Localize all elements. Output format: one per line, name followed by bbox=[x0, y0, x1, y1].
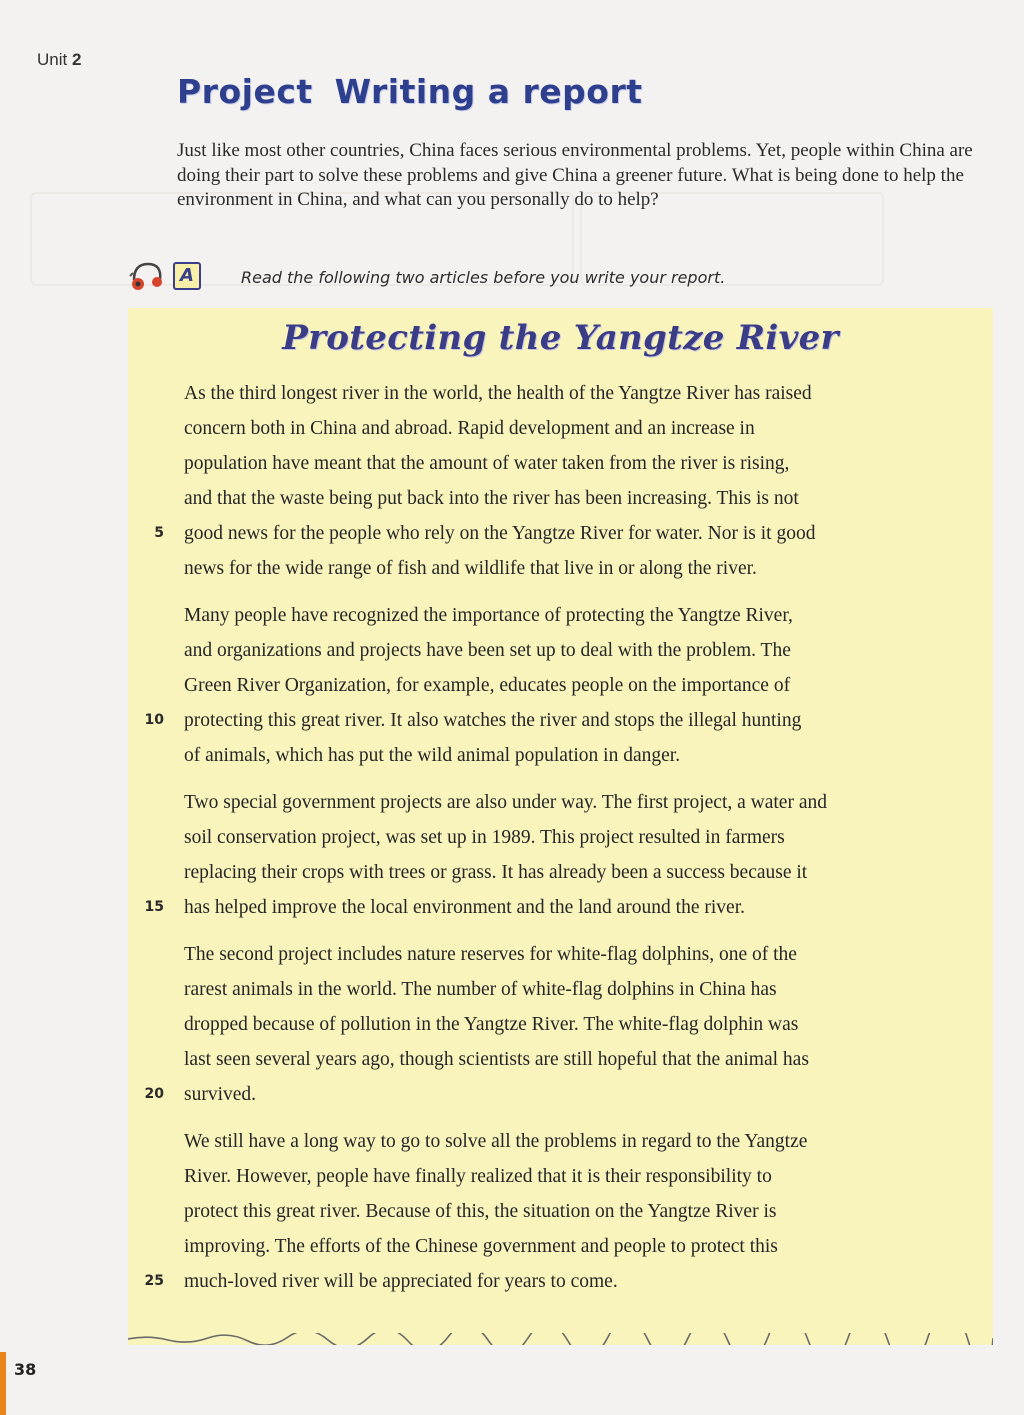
intro-paragraph: Just like most other countries, China faces serious environmental problems. Yet, people within China are doing their part to solve these problems and give China a greener future. What is being done to help the environment in China, and what can you personally do to help? bbox=[177, 140, 973, 210]
article-line: soil conservation project, was set up in 1989. This project resulted in farmers bbox=[184, 827, 785, 848]
instruction-text: Read the following two articles before you write your report. bbox=[241, 268, 726, 287]
article-line: replacing their crops with trees or grass. It has already been a success because it bbox=[184, 862, 808, 883]
article-line: last seen several years ago, though scientists are still hopeful that the animal has bbox=[184, 1049, 809, 1070]
article-line: news for the wide range of fish and wildlife that live in or along the river. bbox=[184, 558, 757, 579]
instruction-row bbox=[128, 258, 828, 294]
page-edge-tab bbox=[0, 1352, 6, 1415]
article-line: population have meant that the amount of water taken from the river is rising, bbox=[184, 453, 790, 474]
activity-a-badge: A bbox=[173, 262, 201, 290]
article-line: As the third longest river in the world, the health of the Yangtze River has raised bbox=[184, 383, 812, 404]
unit-number: 2 bbox=[71, 50, 82, 69]
article-line: much-loved river will be appreciated for years to come. bbox=[184, 1271, 618, 1292]
article-line: survived. bbox=[184, 1084, 257, 1105]
article-line: River. However, people have finally realized that it is their responsibility to bbox=[184, 1166, 772, 1187]
article-line: rarest animals in the world. The number of white-flag dolphins in China has bbox=[184, 979, 777, 1000]
article-line: and organizations and projects have been set up to deal with the problem. The bbox=[184, 640, 791, 661]
line-number: 20 bbox=[144, 1086, 164, 1102]
article-line: improving. The efforts of the Chinese government and people to protect this bbox=[184, 1236, 778, 1257]
line-number: 10 bbox=[144, 712, 164, 728]
article-line: dropped because of pollution in the Yangtze River. The white-flag dolphin was bbox=[184, 1014, 799, 1035]
unit-prefix: Unit bbox=[37, 50, 68, 69]
line-number: 25 bbox=[144, 1273, 164, 1289]
page-title bbox=[177, 72, 643, 111]
title-writing-report: Writing a report bbox=[334, 72, 643, 111]
unit-label bbox=[37, 50, 81, 70]
article-line: has helped improve the local environment and the land around the river. bbox=[184, 897, 745, 918]
line-number: 15 bbox=[144, 899, 164, 915]
article-line: Many people have recognized the importance of protecting the Yangtze River, bbox=[184, 605, 793, 626]
line-number: 5 bbox=[154, 525, 164, 541]
torn-edge-decoration bbox=[128, 1333, 993, 1345]
headphone-audio-icon bbox=[128, 260, 164, 294]
article-line: concern both in China and abroad. Rapid development and an increase in bbox=[184, 418, 755, 439]
article-line: protect this great river. Because of this, the situation on the Yangtze River is bbox=[184, 1201, 777, 1222]
article-title: Protecting the Yangtze River bbox=[282, 318, 839, 358]
article-line: The second project includes nature reserves for white-flag dolphins, one of the bbox=[184, 944, 797, 965]
article-line: of animals, which has put the wild animal population in danger. bbox=[184, 745, 681, 766]
article-line: good news for the people who rely on the Yangtze River for water. Nor is it good bbox=[184, 523, 816, 544]
article-line: and that the waste being put back into the river has been increasing. This is not bbox=[184, 488, 799, 509]
title-project: Project bbox=[177, 72, 313, 111]
page-number: 38 bbox=[14, 1360, 37, 1379]
article-line: Two special government projects are also under way. The first project, a water and bbox=[184, 792, 827, 813]
article-line: protecting this great river. It also watches the river and stops the illegal hunting bbox=[184, 710, 802, 731]
article-line: Green River Organization, for example, educates people on the importance of bbox=[184, 675, 791, 696]
article-line: We still have a long way to go to solve all the problems in regard to the Yangtze bbox=[184, 1131, 808, 1152]
article-panel bbox=[128, 308, 993, 1345]
